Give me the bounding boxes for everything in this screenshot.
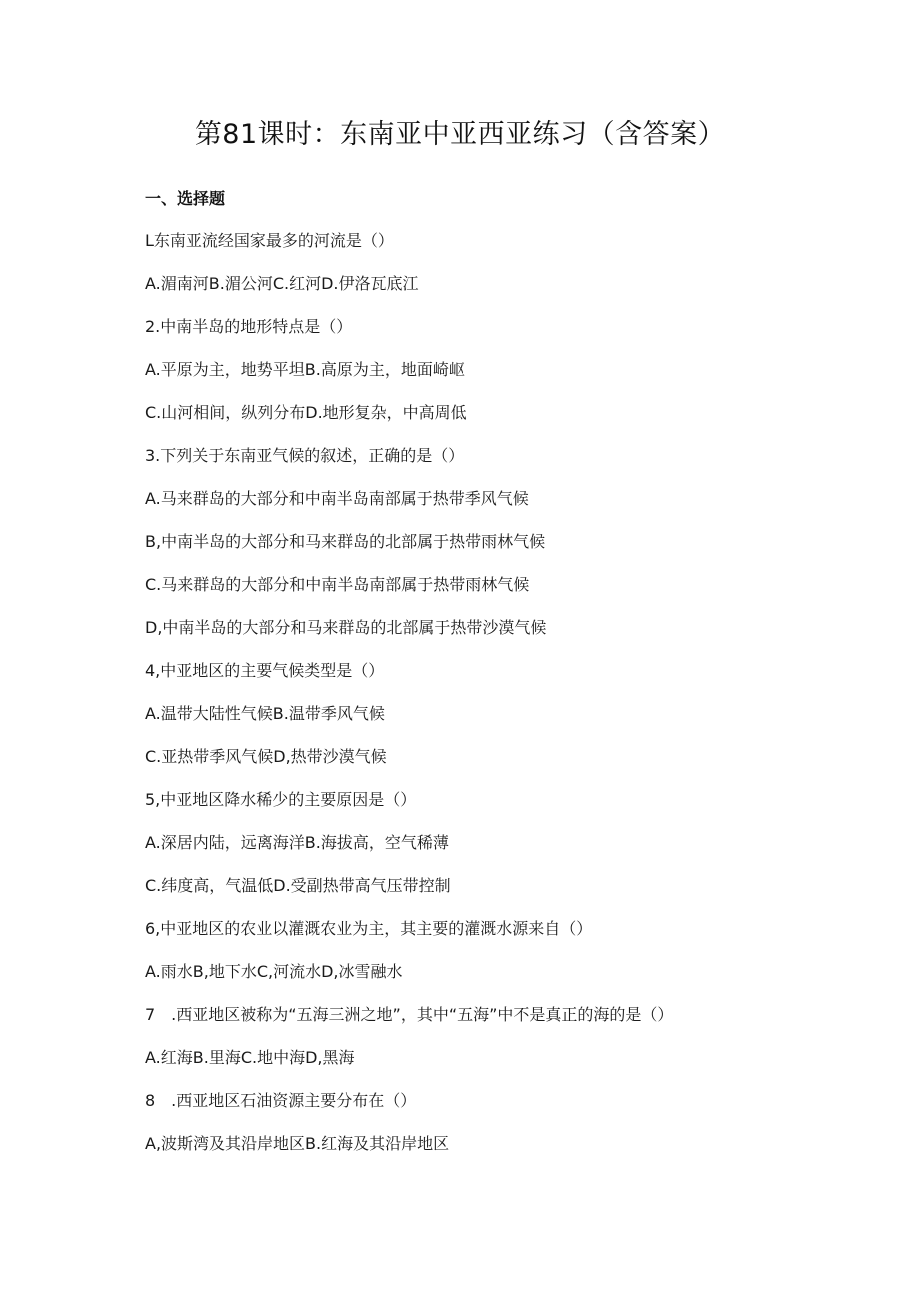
question-3-option-b: B,中南半岛的大部分和马来群岛的北部属于热带雨林气候 — [145, 532, 546, 551]
section-heading: 一、选择题 — [145, 189, 226, 208]
question-6-text: 6,中亚地区的农业以灌溉农业为主，其主要的灌溉水源来自（） — [145, 919, 593, 938]
question-1-options: A.湄南河B.湄公河C.红河D.伊洛瓦底江 — [145, 274, 419, 293]
question-3-option-c: C.马来群岛的大部分和中南半岛南部属于热带雨林气候 — [145, 575, 530, 594]
question-list — [145, 230, 845, 1176]
question-4-text: 4,中亚地区的主要气候类型是（） — [145, 661, 385, 680]
question-2-options-ab: A.平原为主，地势平坦B.高原为主，地面崎岖 — [145, 360, 465, 379]
question-4-options-cd: C.亚热带季风气候D,热带沙漠气候 — [145, 747, 387, 766]
question-7-options: A.红海B.里海C.地中海D,黑海 — [145, 1048, 355, 1067]
question-5-options-cd: C.纬度高，气温低D.受副热带高气压带控制 — [145, 876, 451, 895]
question-5-text: 5,中亚地区降水稀少的主要原因是（） — [145, 790, 417, 809]
question-7-text: 7 .西亚地区被称为“五海三洲之地”，其中“五海”中不是真正的海的是（） — [145, 1005, 674, 1024]
question-3-option-d: D,中南半岛的大部分和马来群岛的北部属于热带沙漠气候 — [145, 618, 547, 637]
question-5-options-ab: A.深居内陆，远离海洋B.海拔高，空气稀薄 — [145, 833, 449, 852]
question-1-text: L东南亚流经国家最多的河流是（） — [145, 231, 394, 250]
question-8-text: 8 .西亚地区石油资源主要分布在（） — [145, 1091, 417, 1110]
question-3-text: 3.下列关于东南亚气候的叙述，正确的是（） — [145, 446, 465, 465]
question-8-options: A,波斯湾及其沿岸地区B.红海及其沿岸地区 — [145, 1134, 450, 1153]
question-4-options-ab: A.温带大陆性气候B.温带季风气候 — [145, 704, 385, 723]
question-2-options-cd: C.山河相间，纵列分布D.地形复杂，中高周低 — [145, 403, 467, 422]
page-title: 第81课时：东南亚中亚西亚练习（含答案） — [194, 119, 726, 150]
question-2-text: 2.中南半岛的地形特点是（） — [145, 317, 353, 336]
question-3-option-a: A.马来群岛的大部分和中南半岛南部属于热带季风气候 — [145, 489, 529, 508]
question-6-options: A.雨水B,地下水C,河流水D,冰雪融水 — [145, 962, 403, 981]
